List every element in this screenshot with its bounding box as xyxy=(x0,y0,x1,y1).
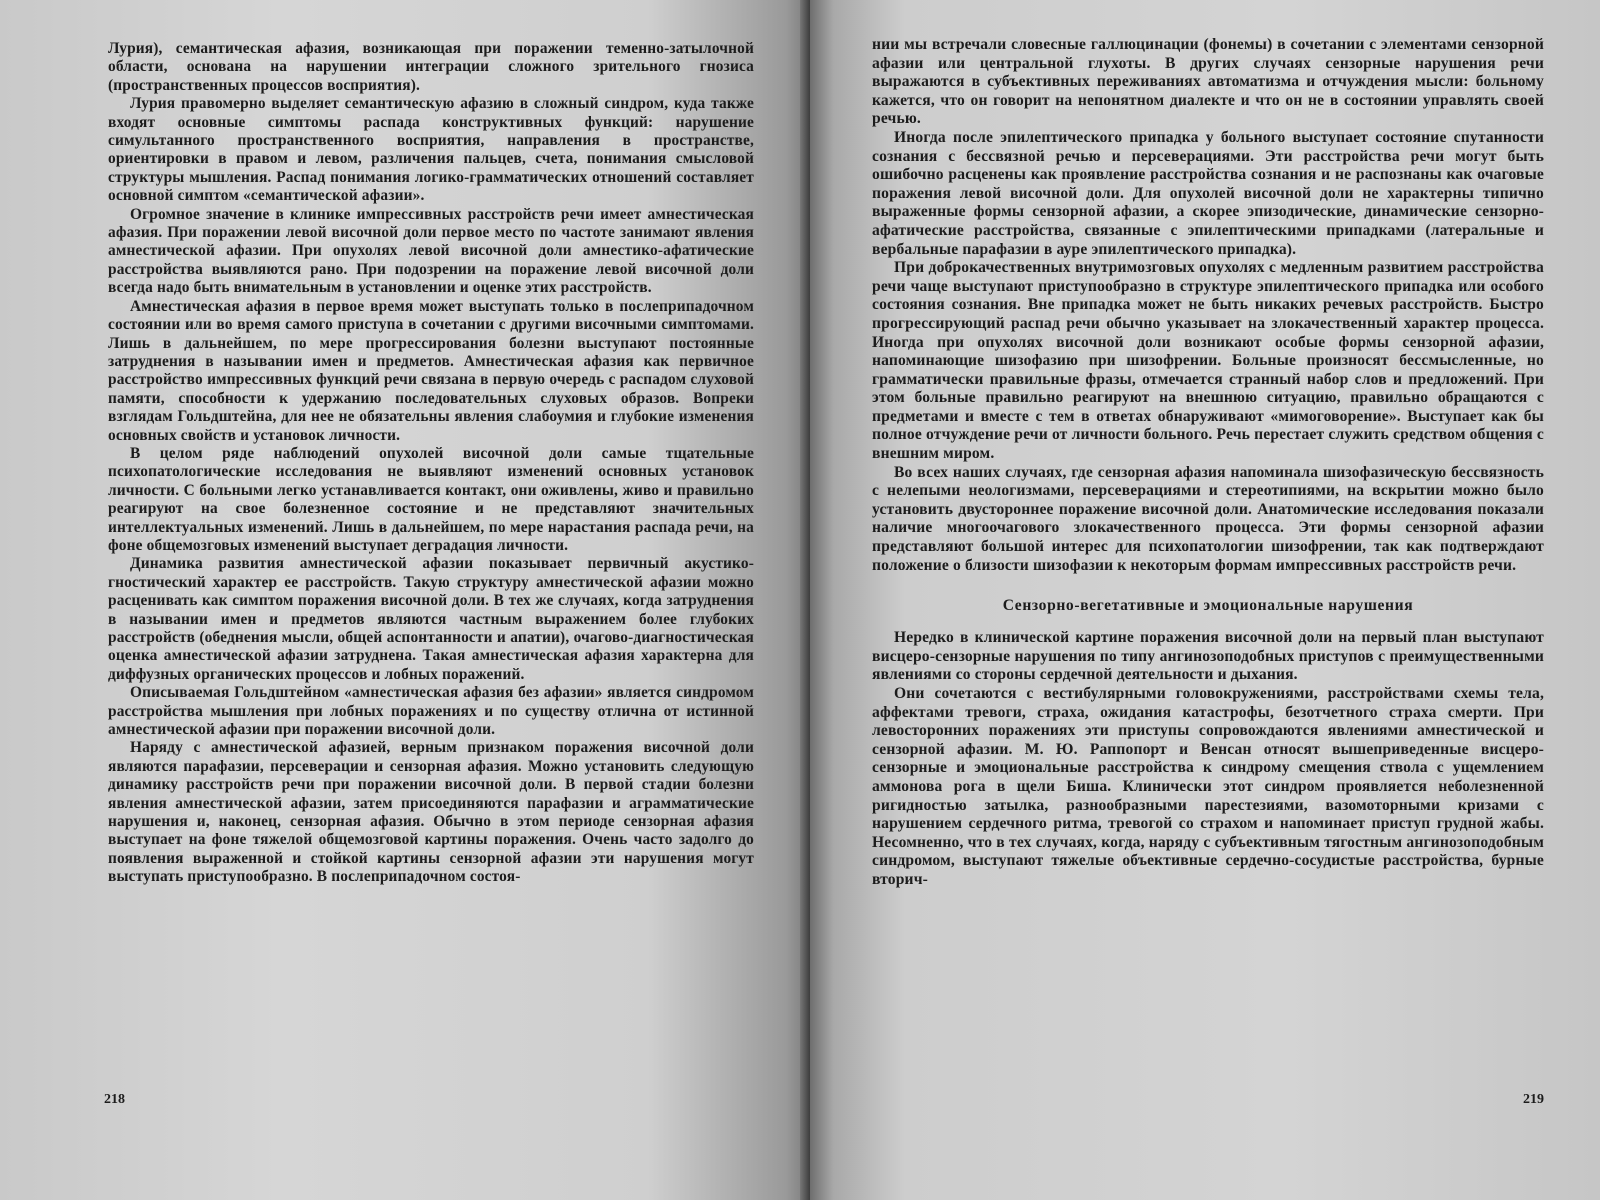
right-paragraph-1: нии мы встречали словесные галлюцинации (фонемы) в сочетании с элементами сензорной афазии или центральной глухоты. В других случаях сензорные нарушения речи выражаются в субъективных переживаниях автоматизма и отчуждения мысли: больному кажется, что он говорит на непонятном диалекте и что он не в состоянии управлять своей речью. xyxy=(872,36,1544,128)
left-paragraph-8: Наряду с амнестической афазией, верным признаком поражения височной доли являются парафазии, персеверации и сензорная афазия. Можно установить следующую динамику расстройств речи при поражении височной доли. В первой стадии болезни явления амнестической афазии, затем присоединяются парафазии и аграмматические нарушения и, наконец, сензорная афазия. Обычно в этом периоде сензорная афазия выступает на фоне тяжелой общемозговой картины поражения. Очень часто задолго до появления выраженной и стойкой картины сензорной афазии эти нарушения могут выступать приступообразно. В послеприпадочном состоя- xyxy=(108,739,754,886)
right-paragraph-4: Во всех наших случаях, где сензорная афазия напоминала шизофазическую бессвязность с нелепыми неологизмами, персеверациями и стереотипиями, на вскрытии можно было установить двустороннее поражение височной доли. Анатомические исследования показали наличие многоочагового злокачественного процесса. Эти формы сензорной афазии представляют большой интерес для психопатологии шизофрении, так как подтверждают положение о близости шизофазии к некоторым формам импрессивных расстройств речи. xyxy=(872,463,1544,574)
left-page-number: 218 xyxy=(104,1092,125,1107)
left-paragraph-1: Лурия), семантическая афазия, возникающая при поражении теменно-затылочной области, основана на нарушении интеграции сложного зрительного гнозиса (пространственных процессов восприятия). xyxy=(108,40,754,94)
left-paragraph-6: Динамика развития амнестической афазии показывает первичный акустико-гностический характер ее расстройств. Такую структуру амнестической афазии можно расценивать как симптом поражения височной доли. В тех же случаях, когда затруднения в назывании имен и предметов являются частным выражением более глубоких расстройств (обеднения мысли, общей аспонтанности и апатии), очагово-диагностическая оценка амнестической афазии затруднена. Такая амнестическая афазия характерна для диффузных органических процессов и лобных поражений. xyxy=(108,555,754,683)
left-paragraph-3: Огромное значение в клинике импрессивных расстройств речи имеет амнестическая афазия. При поражении левой височной доли первое место по частоте занимают явления амнестической афазии. При опухолях левой височной доли амнестико-афатические расстройства выявляются рано. При подозрении на поражение левой височной доли всегда надо быть внимательным в установлении и оценке этих расстройств. xyxy=(108,205,754,297)
right-page xyxy=(810,0,1600,1200)
left-paragraph-2: Лурия правомерно выделяет семантическую афазию в сложный синдром, куда также входят основные симптомы распада конструктивных функций: нарушение симультанного пространственного восприятия, направления в пространстве, ориентировки в правом и левом, различения пальцев, счета, понимания смысловой структуры мышления. Распад понимания логико-грамматических отношений составляет основной симптом «семантической афазии». xyxy=(108,95,754,205)
left-paragraph-7: Описываемая Гольдштейном «амнестическая афазия без афазии» является синдромом расстройства мышления при лобных поражениях и по существу отлична от истинной амнестической афазии при поражении височной доли. xyxy=(108,684,754,739)
section-heading: Сензорно-вегетативные и эмоциональные нарушения xyxy=(1002,597,1414,615)
left-paragraph-4: Амнестическая афазия в первое время может выступать только в послеприпадочном состоянии или во время самого приступа в сочетании с другими височными симптомами. Лишь в дальнейшем, по мере прогрессирования болезни выступают постоянные затруднения в назывании имен и предметов. Амнестическая афазия как первичное расстройство импрессивных функций речи связана в первую очередь с распадом слуховой памяти, способности к удержанию последовательных слуховых образов. Вопреки взглядам Гольдштейна, для нее не обязательны явления слабоумия и глубокие изменения основных свойств и установок личности. xyxy=(108,297,754,444)
right-paragraph-3: При доброкачественных внутримозговых опухолях с медленным развитием расстройства речи чаще выступают приступообразно в структуре эпилептического припадка или особого состояния сознания. Вне припадка может не быть никаких речевых расстройств. Быстро прогрессирующий распад речи обычно указывает на злокачественный характер процесса. Иногда при опухолях височной доли возникают особые формы сензорной афазии, напоминающие шизофазию при шизофрении. Больные произносят бессмысленные, но грамматически правильные фразы, отмечается странный набор слов и предложений. При этом больные правильно реагируют на внешнюю ситуацию, правильно обращаются с предметами и вместе с тем в ответах обнаруживают «мимоговорение». Выступает как бы полное отчуждение речи от личности больного. Речь перестает служить средством общения с внешним миром. xyxy=(872,259,1544,463)
right-page-number: 219 xyxy=(1523,1092,1544,1107)
right-paragraph-6: Они сочетаются с вестибулярными головокружениями, расстройствами схемы тела, аффектами тревоги, страха, ожидания катастрофы, безотчетного страха смерти. При левосторонних поражениях эти приступы сопровождаются явлениями амнестической и сензорной афазии. М. Ю. Раппопорт и Венсан относят вышеприведенные висцеро-сензорные и эмоциональные расстройства к синдрому смещения ствола с ущемлением аммонова рога в щели Биша. Клинически этот синдром проявляется неболезненной ригидностью затылка, разнообразными парестезиями, вазомоторными кризами с нарушением сердечного ритма, тревогой со страхом и напоминает приступ грудной жабы. Несомненно, что в тех случаях, когда, наряду с субъективным тягостным ангинозоподобным синдромом, выступают тяжелые объективные сердечно-сосудистые расстройства, бурные вторич- xyxy=(872,685,1544,888)
right-paragraph-2: Иногда после эпилептического припадка у больного выступает состояние спутанности сознания с бессвязной речью и персеверациями. Эти расстройства речи могут быть ошибочно расценены как проявление расстройства сознания и не распознаны как очаговые поражения левой височной доли. Для опухолей височной доли не характерны типично выраженные формы сензорной афазии, а скорее эпизодические, динамические сензорно-афатические расстройства, связанные с эпилептическими припадками (латеральные и вербальные парафазии в ауре эпилептического припадка). xyxy=(872,128,1544,258)
left-paragraph-5: В целом ряде наблюдений опухолей височной доли самые тщательные психопатологические исследования не выявляют изменений основных установок личности. С больными легко устанавливается контакт, они оживлены, живо и правильно реагируют на свое болезненное состояние и не представляют значительных интеллектуальных изменений. Лишь в дальнейшем, по мере нарастания распада речи, на фоне общемозговых изменений выступает деградация личности. xyxy=(108,444,754,554)
right-paragraph-5: Нередко в клинической картине поражения височной доли на первый план выступают висцеро-сензорные нарушения по типу ангинозоподобных приступов с преимущественными явлениями со стороны сердечной деятельности и дыхания. xyxy=(872,629,1544,684)
